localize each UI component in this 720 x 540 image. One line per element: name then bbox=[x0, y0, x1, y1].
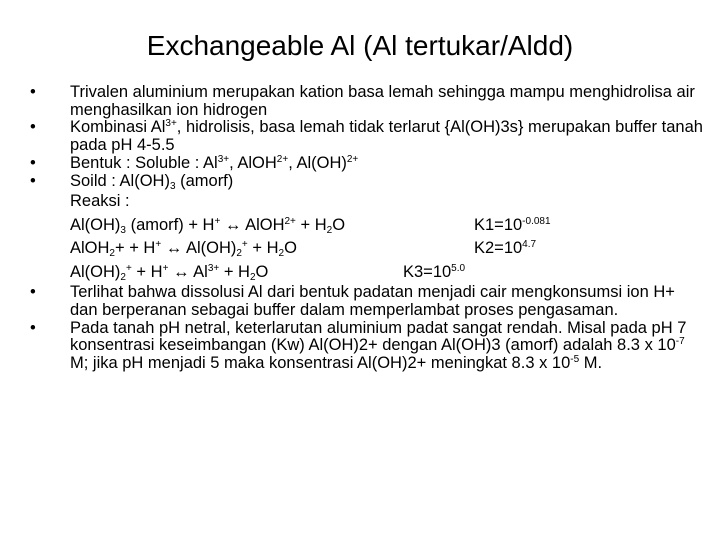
bullet-text: Soild : Al(OH) bbox=[70, 171, 170, 190]
k-label: K2=10 bbox=[474, 239, 523, 258]
reaction-2 bbox=[70, 237, 706, 261]
bullet-soild bbox=[26, 173, 706, 285]
reaction-text: + H bbox=[247, 239, 279, 258]
reaction-text: ↔ Al bbox=[168, 262, 208, 281]
reaction-text: (amorf) + H bbox=[125, 215, 215, 234]
bullet-text: , AlOH bbox=[229, 153, 277, 172]
superscript: + bbox=[241, 239, 248, 251]
subscript: 2 bbox=[120, 271, 126, 283]
reaction-text: O bbox=[255, 262, 269, 281]
bullet-text: Pada tanah pH netral, keterlarutan aluminium padat sangat rendah. Misal pada pH 7 konsentrasi keseimbangan (Kw) Al(OH)2+ dengan Al(OH)3 (amorf) adalah 8.3 x 10 bbox=[70, 318, 687, 355]
superscript: -7 bbox=[675, 336, 685, 348]
equilibrium-constant-k3 bbox=[403, 261, 465, 285]
bullet-pada-tanah bbox=[26, 320, 706, 373]
bullet-text: (amorf) bbox=[175, 171, 234, 190]
reaction-text: ↔ AlOH bbox=[220, 215, 285, 234]
superscript: -5 bbox=[570, 354, 580, 366]
bullet-text: , hidrolisis, basa lemah tidak terlarut {Al(OH)3s} merupakan buffer tanah pada pH 4-5.5 bbox=[70, 118, 703, 155]
bullet-dot-icon: • bbox=[30, 118, 36, 137]
bullet-text: , Al(OH) bbox=[288, 153, 347, 172]
superscript: + bbox=[162, 262, 169, 274]
superscript: 3+ bbox=[207, 262, 220, 274]
reaction-3 bbox=[70, 261, 706, 285]
k-exponent: 5.0 bbox=[451, 262, 466, 274]
bullet-dot-icon: • bbox=[30, 283, 36, 302]
reaction-text: + + H bbox=[114, 239, 156, 258]
reaction-text: + H bbox=[131, 262, 163, 281]
reaction-text: ↔ Al(OH) bbox=[161, 239, 237, 258]
subscript: 3 bbox=[169, 180, 176, 192]
bullet-dot-icon: • bbox=[30, 83, 36, 101]
reaction-1 bbox=[70, 214, 706, 238]
bullet-terlihat bbox=[26, 284, 706, 319]
superscript: 2+ bbox=[346, 153, 359, 165]
bullet-text: Kombinasi Al bbox=[70, 118, 166, 137]
k-exponent: 4.7 bbox=[522, 239, 537, 251]
bullet-trivalen-aluminium bbox=[26, 84, 706, 119]
bullet-text: Bentuk : Soluble : Al bbox=[70, 153, 218, 172]
bullet-text: Terlihat bahwa dissolusi Al dari bentuk padatan menjadi cair mengkonsumsi ion H+ dan berperanan sebagai buffer dalam memperlambat proses pengasaman. bbox=[70, 283, 675, 319]
superscript: 3+ bbox=[165, 118, 177, 130]
k-label: K1=10 bbox=[474, 215, 523, 234]
superscript: 3+ bbox=[217, 153, 230, 165]
superscript: + bbox=[125, 262, 132, 274]
bullet-kombinasi bbox=[26, 119, 706, 154]
reaction-text: O bbox=[332, 215, 346, 234]
bullet-bentuk-soluble bbox=[26, 155, 706, 173]
reaction-text: Al(OH) bbox=[70, 262, 121, 281]
k-label: K3=10 bbox=[403, 262, 452, 281]
subscript: 2 bbox=[278, 248, 285, 260]
subscript: 3 bbox=[120, 224, 126, 236]
equilibrium-constant-k2 bbox=[474, 237, 536, 261]
slide-title: Exchangeable Al (Al tertukar/Aldd) bbox=[146, 30, 574, 61]
bullet-dot-icon: • bbox=[30, 171, 36, 190]
superscript: 2+ bbox=[284, 215, 296, 227]
superscript: 2+ bbox=[276, 153, 289, 165]
bullet-dot-icon: • bbox=[30, 318, 36, 337]
reaction-text: + H bbox=[295, 215, 327, 234]
reaction-text: + H bbox=[219, 262, 250, 281]
reaction-text: O bbox=[284, 239, 297, 258]
subscript: 2 bbox=[326, 224, 333, 236]
subscript: 2 bbox=[109, 248, 115, 260]
superscript: + bbox=[155, 239, 162, 251]
bullet-dot-icon: • bbox=[30, 153, 36, 172]
equilibrium-constant-k1 bbox=[474, 214, 551, 238]
bullet-text: M; jika pH menjadi 5 maka konsentrasi Al(OH)2+ meningkat 8.3 x 10 bbox=[70, 354, 571, 373]
k-exponent: -0.081 bbox=[522, 215, 551, 227]
bullet-list bbox=[26, 84, 706, 373]
bullet-text: M. bbox=[579, 354, 603, 373]
reaction-text: Al(OH) bbox=[70, 215, 121, 234]
superscript: + bbox=[214, 215, 221, 227]
reaction-text: AlOH bbox=[70, 239, 110, 258]
reaksi-label: Reaksi : bbox=[70, 192, 130, 211]
subscript: 2 bbox=[236, 248, 242, 260]
subscript: 2 bbox=[249, 271, 256, 283]
bullet-text: Trivalen aluminium merupakan kation basa lemah sehingga mampu menghidrolisa air menghasilkan ion hidrogen bbox=[70, 83, 695, 119]
